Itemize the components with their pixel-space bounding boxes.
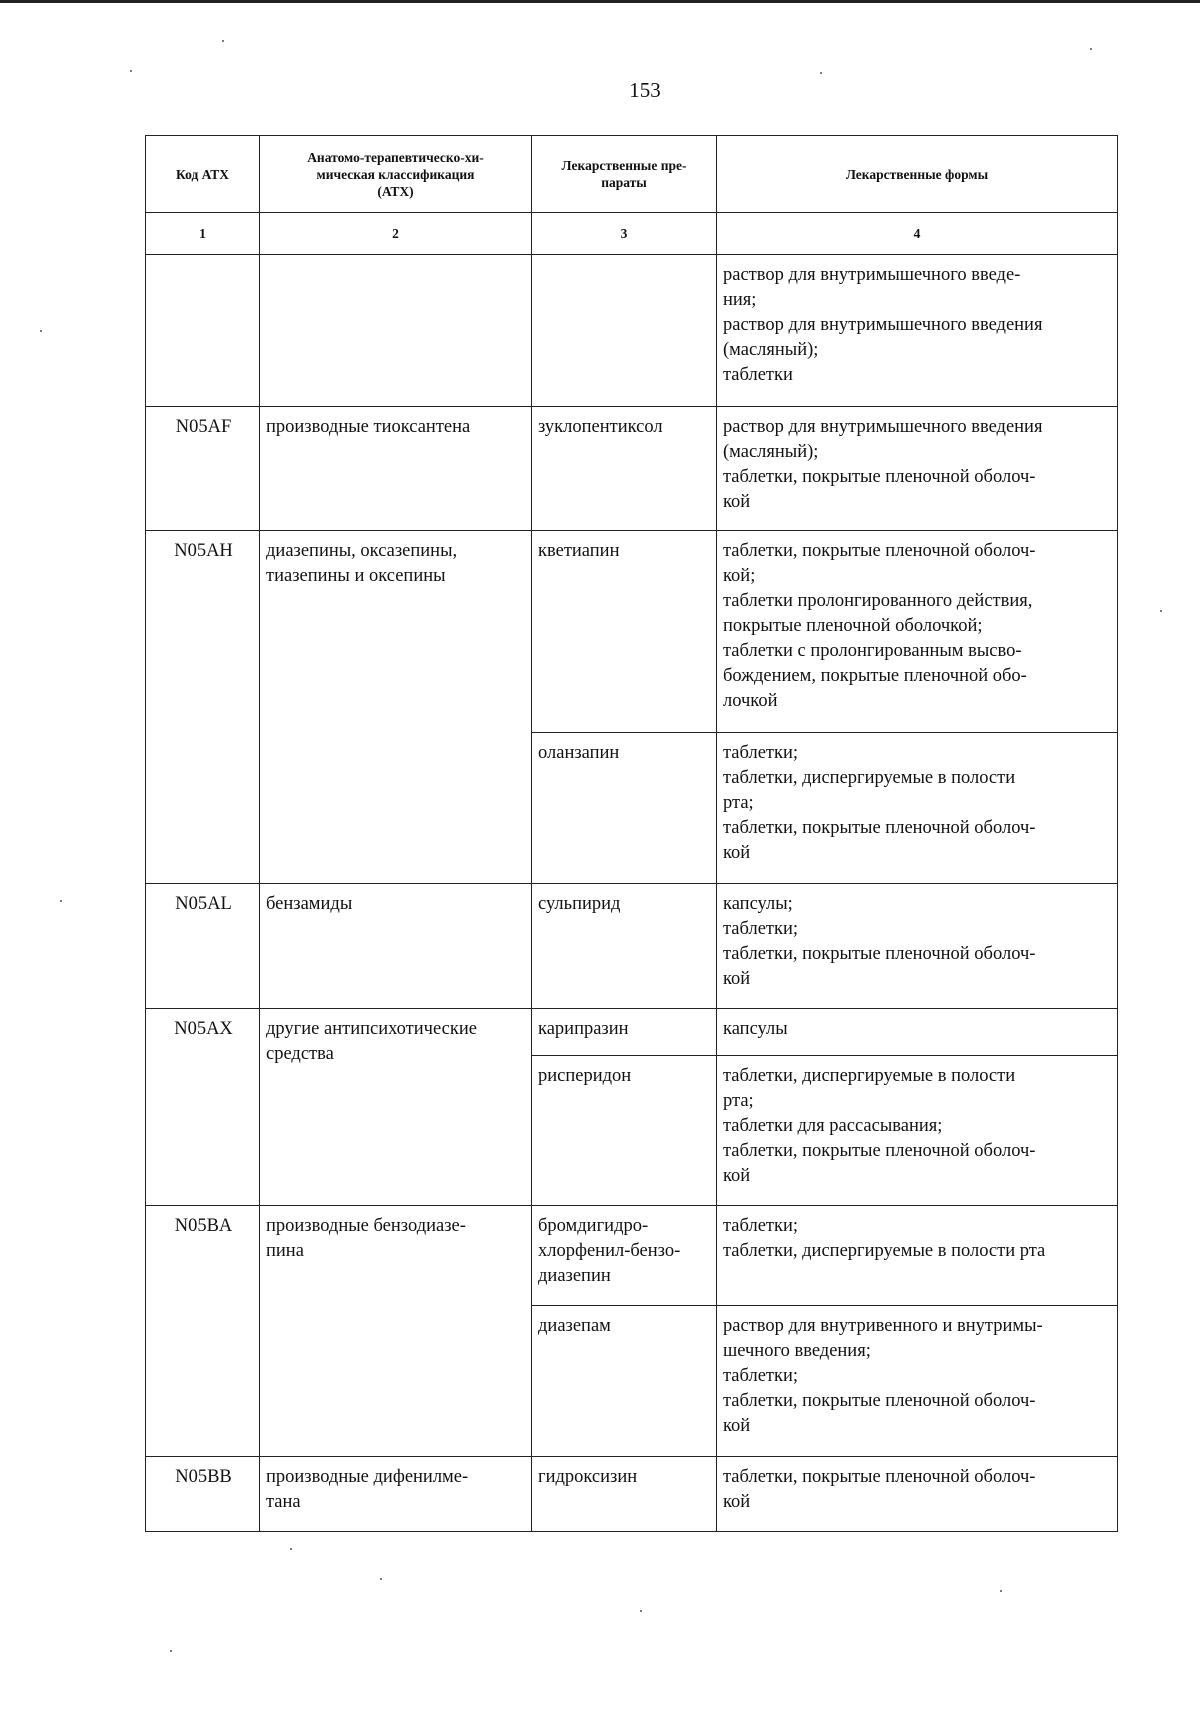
scan-speckle	[60, 900, 62, 902]
atx-code-cell	[146, 255, 260, 407]
column-number-2: 2	[260, 213, 532, 255]
drug-name-cell: карипразин	[532, 1009, 717, 1056]
dosage-forms-cell: капсулы	[717, 1009, 1118, 1056]
scan-speckle	[40, 330, 42, 332]
dosage-forms-cell: таблетки; таблетки, диспергируемые в полости рта; таблетки, покрытые пленочной оболоч- кой	[717, 733, 1118, 884]
dosage-forms-cell: капсулы; таблетки; таблетки, покрытые пленочной оболоч- кой	[717, 884, 1118, 1009]
scan-speckle	[820, 72, 822, 74]
column-number-row	[146, 213, 1118, 255]
dosage-forms-cell: раствор для внутривенного и внутримы- шечного введения; таблетки; таблетки, покрытые пленочной оболоч- кой	[717, 1306, 1118, 1457]
column-number-1: 1	[146, 213, 260, 255]
atx-code-cell: N05BB	[146, 1457, 260, 1532]
header-atx-classification: Анатомо-терапевтическо-хи- мическая классификация (АТХ)	[260, 136, 532, 213]
classification-cell: бензамиды	[260, 884, 532, 1009]
dosage-forms-cell: раствор для внутримышечного введения (масляный); таблетки, покрытые пленочной оболоч- кой	[717, 407, 1118, 531]
scan-speckle	[1160, 610, 1162, 612]
atx-code-cell: N05AF	[146, 407, 260, 531]
classification-cell: производные дифенилме- тана	[260, 1457, 532, 1532]
scan-speckle	[170, 1650, 172, 1652]
drug-name-cell: рисперидон	[532, 1056, 717, 1206]
column-number-3: 3	[532, 213, 717, 255]
classification-cell: другие антипсихотические средства	[260, 1009, 532, 1206]
table-row	[146, 1206, 1118, 1306]
header-dosage-forms: Лекарственные формы	[717, 136, 1118, 213]
table-row	[146, 407, 1118, 531]
header-drugs: Лекарственные пре- параты	[532, 136, 717, 213]
dosage-forms-cell: таблетки; таблетки, диспергируемые в полости рта	[717, 1206, 1118, 1306]
atx-code-cell: N05AH	[146, 531, 260, 884]
classification-cell: производные тиоксантена	[260, 407, 532, 531]
atx-drug-table	[145, 135, 1118, 1532]
atx-code-cell: N05AX	[146, 1009, 260, 1206]
scan-speckle	[290, 1548, 292, 1550]
scan-speckle	[1000, 1590, 1002, 1592]
scan-speckle	[640, 1610, 642, 1612]
classification-cell: диазепины, оксазепины, тиазепины и оксепины	[260, 531, 532, 884]
table-row	[146, 1009, 1118, 1056]
page-number: 153	[629, 78, 661, 102]
dosage-forms-cell: раствор для внутримышечного введе- ния; раствор для внутримышечного введения (масляный); таблетки	[717, 255, 1118, 407]
drug-name-cell: оланзапин	[532, 733, 717, 884]
drug-name-cell	[532, 255, 717, 407]
drug-name-cell: сульпирид	[532, 884, 717, 1009]
header-atx-code: Код АТХ	[146, 136, 260, 213]
table-row	[146, 531, 1118, 733]
atx-code-cell: N05AL	[146, 884, 260, 1009]
drug-name-cell: кветиапин	[532, 531, 717, 733]
table-row	[146, 1457, 1118, 1532]
dosage-forms-cell: таблетки, покрытые пленочной оболоч- кой; таблетки пролонгированного действия, покрытые пленочной оболочкой; таблетки с пролонгированным высво- бождением, покрытые пленочной обо- лочкой	[717, 531, 1118, 733]
scan-speckle	[222, 40, 224, 42]
drug-name-cell: бромдигидро- хлорфенил-бензо- диазепин	[532, 1206, 717, 1306]
dosage-forms-cell: таблетки, диспергируемые в полости рта; таблетки для рассасывания; таблетки, покрытые пленочной оболоч- кой	[717, 1056, 1118, 1206]
drug-name-cell: диазепам	[532, 1306, 717, 1457]
scan-speckle	[1090, 48, 1092, 50]
table-header-row	[146, 136, 1118, 213]
scan-speckle	[380, 1578, 382, 1580]
scan-speckle	[130, 70, 132, 72]
table-row	[146, 884, 1118, 1009]
column-number-4: 4	[717, 213, 1118, 255]
classification-cell	[260, 255, 532, 407]
atx-code-cell: N05BA	[146, 1206, 260, 1457]
drug-name-cell: гидроксизин	[532, 1457, 717, 1532]
top-border-rule	[0, 0, 1200, 3]
classification-cell: производные бензодиазе- пина	[260, 1206, 532, 1457]
table-row	[146, 255, 1118, 407]
drug-name-cell: зуклопентиксол	[532, 407, 717, 531]
dosage-forms-cell: таблетки, покрытые пленочной оболоч- кой	[717, 1457, 1118, 1532]
